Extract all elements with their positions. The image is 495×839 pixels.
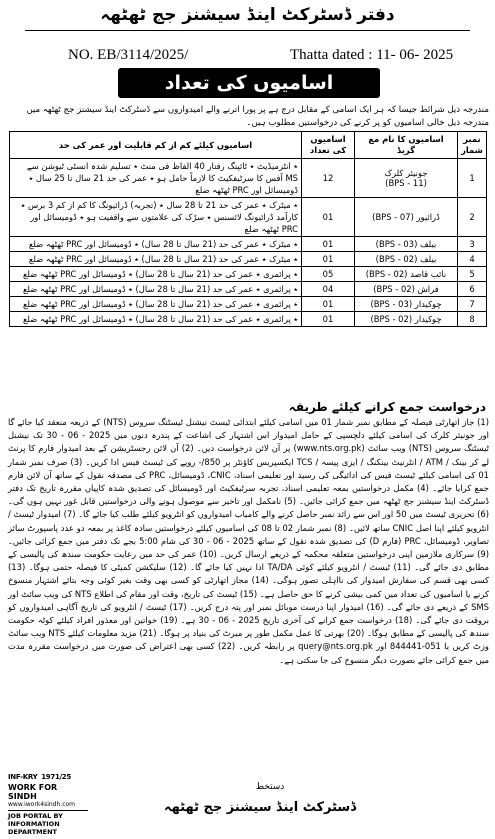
row-post — [355, 237, 458, 252]
row-post — [355, 312, 458, 327]
row-qualification: ٭ میٹرک ٭ عمر کی حد (21 سال تا 28 سال) ٭ ڈومیسائل اور PRC ٹھٹھہ ضلع — [10, 237, 302, 252]
row-sno: 5 — [458, 267, 487, 282]
table-row — [10, 198, 487, 237]
header-count: اسامیوں کی تعداد — [302, 132, 355, 159]
work-for-sindh-logo — [8, 768, 88, 836]
row-post — [355, 282, 458, 297]
post-name: چوکیدار (BPS - 03) — [370, 299, 442, 309]
table-row — [10, 282, 487, 297]
application-method-body: (1) جاز اتھارٹی فیصلہ کے مطابق نمبر شمار 01 میں اسامی کیلئے ابتدائی ٹیسٹ نیشنل ٹیسٹنگ سروس (NTS) کے ذریعہ منعقد کیا جائے گا اور جونیئر کلرک کی اسامی کیلئے دلچسپی کے حامل امیدوار اس اشتہار کی اشاعت کے پندرہ دنوں میں 2025 - 06 - 30 تک نیشنل ٹیسٹنگ سروس (NTS) ویب سائٹ (www.nts.org.pk) پر آن لائن درخواست دیں۔ (2) آن لائن رجسٹریشن کے بعد امیدوار فارم کا پرنٹ لے کر بینک / ATM / انٹرنیٹ بینکنگ / ایزی پیسہ / TCS ایکسپریس کاؤنٹر پر 850/- روپے کی ٹیسٹ فیس ادا کریں۔ (3) صرف نمبر شمار 01 کی اسامی کیلئے ٹیسٹ فیس کی ادائیگی کی رسید اور تعلیمی اسناد، CNIC، ڈومیسائل، PRC کی مصدقہ نقول کے ساتھ آن لائن فارم جمع کرایا جائے۔ (4) مکمل درخواستیں بمعہ تعلیمی اسناد، تجربہ سرٹیفکیٹ اور ڈومیسائل کی تصدیق شدہ کاپیاں مقررہ تاریخ تک دفتر ڈسٹرکٹ اینڈ سیشنز جج ٹھٹھہ میں جمع کرائی جائیں۔ (5) نامکمل اور تاخیر سے موصول ہونے والی درخواستیں قابل غور نہیں ہوں گی۔ (6) تحریری ٹیسٹ میں 50 اور اس سے زائد نمبر حاصل کرنے والے کامیاب امیدواروں کو انٹرویو کیلئے طلب کیا جائے گا۔ (7) امیدوار ٹیسٹ / انٹرویو کیلئے اپنا اصل CNIC ساتھ لائیں۔ (8) نمبر شمار 02 تا 08 کی اسامیوں کیلئے درخواستیں سادہ کاغذ پر بمعہ دو عدد پاسپورٹ سائز تصاویر، ڈومیسائل، PRC (فارم D) کی تصدیق شدہ نقول کے ساتھ 2025 - 06 - 30 کی شام 5:00 بجے تک دفتر میں جمع کرائی جائیں۔ (9) سرکاری ملازمین اپنی درخواستیں متعلقہ محکمہ کے ذریعے ارسال کریں۔ (10) عمر کی حد میں رعایت حکومت سندھ کی پالیسی کے مطابق دی جائے گی۔ (11) ٹیسٹ / انٹرویو کیلئے کوئی TA/DA ادا نہیں کیا جائے گا۔ (12) سلیکشن کمیٹی کا فیصلہ حتمی ہوگا۔ (13) کسی بھی قسم کی سفارش امیدوار کی نااہلی تصور ہوگی۔ (14) مجاز اتھارٹی کو کسی بھی وقت بغیر کوئی وجہ بتائے اشتہار منسوخ کرنے یا اسامیوں کی تعداد میں کمی بیشی کرنے کا حق حاصل ہے۔ (15) ٹیسٹ کی تاریخ، وقت اور مقام کی اطلاع NTS کی ویب سائٹ اور SMS کے ذریعے دی جائے گی۔ (16) امیدوار اپنا درست موبائل نمبر اور پتہ درج کریں۔ (17) ٹیسٹ / انٹرویو کی تاریخ آگاہی امیدواروں کو بروقت دی جائے گی۔ (18) درخواست جمع کرانے کی آخری تاریخ 2025 - 06 - 30 ہے۔ (19) خواتین اور معذور افراد کیلئے کوٹہ حکومت سندھ کی پالیسی کے مطابق ہوگا۔ (20) بھرتی کا عمل مکمل طور پر میرٹ کی بنیاد پر ہوگا۔ (21) مزید معلومات کیلئے NTS ویب سائٹ وزٹ کریں یا 051-844441 اور query@nts.org.pk پر رابطہ کریں۔ (22) کسی بھی اعتراض کی صورت میں درخواست مقررہ مدت میں جمع کرائی جائے بصورت دیگر منسوخ کی جا سکتی ہے۔ — [8, 417, 490, 665]
row-count: 12 — [302, 159, 355, 198]
inf-code — [8, 768, 88, 782]
signatory-designation: ڈسٹرکٹ اینڈ سیشنز جج ٹھٹھہ — [164, 800, 356, 815]
post-name: نائب قاصد (BPS - 02) — [365, 269, 447, 279]
row-sno: 1 — [458, 159, 487, 198]
row-qualification: ٭ پرائمری ٭ عمر کی حد (21 سال تا 28 سال) ٭ ڈومیسائل اور PRC ٹھٹھہ ضلع — [10, 297, 302, 312]
table-header-row — [10, 132, 487, 159]
row-sno: 4 — [458, 252, 487, 267]
row-qualification: ٭ میٹرک ٭ عمر کی حد (21 سال تا 28 سال) ٭ ڈومیسائل اور PRC ٹھٹھہ ضلع — [10, 252, 302, 267]
post-grade: (BPS - 11) — [385, 178, 427, 188]
table-row — [10, 297, 487, 312]
issue-date: Thatta dated : 11- 06- 2025 — [290, 47, 454, 63]
header-divider — [25, 30, 470, 31]
application-method-title: درخواست جمع کرانے کیلئے طریقہ — [288, 400, 486, 414]
inf-number: 1971/25 — [41, 773, 71, 781]
logo-url: www.iwork4sindh.com — [8, 801, 76, 808]
logo-brand: WORK FOR SINDH — [8, 783, 58, 801]
row-count: 01 — [302, 237, 355, 252]
row-count: 01 — [302, 312, 355, 327]
post-name: جونیئر کلرک — [384, 168, 428, 178]
signature-mark: دستخط — [255, 782, 285, 792]
row-post — [355, 252, 458, 267]
post-name: ڈرائیور (BPS - 07) — [372, 212, 440, 222]
logo-tagline: JOB PORTAL BY INFORMATION DEPARTMENT — [8, 810, 88, 836]
row-qualification: ٭ پرائمری ٭ عمر کی حد (21 سال تا 28 سال) ٭ ڈومیسائل اور PRC ٹھٹھہ ضلع — [10, 312, 302, 327]
header-post: اسامیوں کا نام مع گریڈ — [355, 132, 458, 159]
table-row — [10, 237, 487, 252]
row-sno: 7 — [458, 297, 487, 312]
header-qualification: اسامیوں کیلئے کم از کم قابلیت اور عمر کی حد — [10, 132, 302, 159]
row-count: 04 — [302, 282, 355, 297]
row-count: 01 — [302, 297, 355, 312]
table-row — [10, 159, 487, 198]
table-row — [10, 252, 487, 267]
row-post — [355, 159, 458, 198]
table-row — [10, 312, 487, 327]
row-qualification: ٭ پرائمری ٭ عمر کی حد (21 سال تا 28 سال) ٭ ڈومیسائل اور PRC ٹھٹھہ ضلع — [10, 267, 302, 282]
row-count: 01 — [302, 198, 355, 237]
row-count: 05 — [302, 267, 355, 282]
row-sno: 2 — [458, 198, 487, 237]
office-title: دفتر ڈسٹرکٹ اینڈ سیشنز جج ٹھٹھہ — [100, 5, 395, 25]
row-sno: 6 — [458, 282, 487, 297]
post-name: فراش (BPS - 02) — [373, 284, 439, 294]
row-sno: 8 — [458, 312, 487, 327]
posts-table — [9, 131, 487, 327]
table-row — [10, 267, 487, 282]
row-sno: 3 — [458, 237, 487, 252]
row-post — [355, 297, 458, 312]
row-post — [355, 198, 458, 237]
row-post — [355, 267, 458, 282]
row-qualification: ٭ میٹرک ٭ عمر کی حد 21 تا 28 سال ٭ (تجربہ) ڈرائیونگ کا کم از کم 3 برس ٭ کارآمد ڈرائیونگ لائسنس ٭ سڑک کی علامتوں سے واقفیت ہو ٭ ڈومیسائل اور PRC ٹھٹھہ ضلع — [10, 198, 302, 237]
intro-text: مندرجہ ذیل شرائط جیسا کہ ہر ایک اسامی کے مقابل درج ہے پر پورا اترنے والے امیدواروں سے ڈسٹرکٹ اینڈ سیشنز جج ٹھٹھہ میں مندرجہ ذیل خالی اسامیوں کو پر کرنے کی درخواستیں مطلوب ہیں۔ — [26, 105, 489, 128]
reference-number: NO. EB/3114/2025/ — [68, 47, 189, 63]
row-qualification: ٭ انٹرمیڈیٹ ٭ ٹائپنگ رفتار 40 الفاظ فی منٹ ٭ تسلیم شدہ انسٹی ٹیوشن سے MS آفس کا سرٹیفکیٹ کا لازماً حامل ہو ٭ عمر کی حد 21 سال تا 25 سال ٭ ڈومیسائل اور PRC ٹھٹھہ ضلع — [10, 159, 302, 198]
header-sno: نمبر شمار — [458, 132, 487, 159]
post-name: بیلف (BPS - 02) — [375, 254, 437, 264]
row-qualification: ٭ پرائمری ٭ عمر کی حد (21 سال تا 28 سال) ٭ ڈومیسائل اور PRC ٹھٹھہ ضلع — [10, 282, 302, 297]
vacancies-banner: اسامیوں کی تعداد — [118, 68, 380, 98]
post-name: چوکیدار (BPS - 02) — [370, 314, 442, 324]
post-name: بیلف (BPS - 03) — [375, 239, 437, 249]
row-count: 01 — [302, 252, 355, 267]
inf-label: INF-KRY — [8, 773, 38, 781]
